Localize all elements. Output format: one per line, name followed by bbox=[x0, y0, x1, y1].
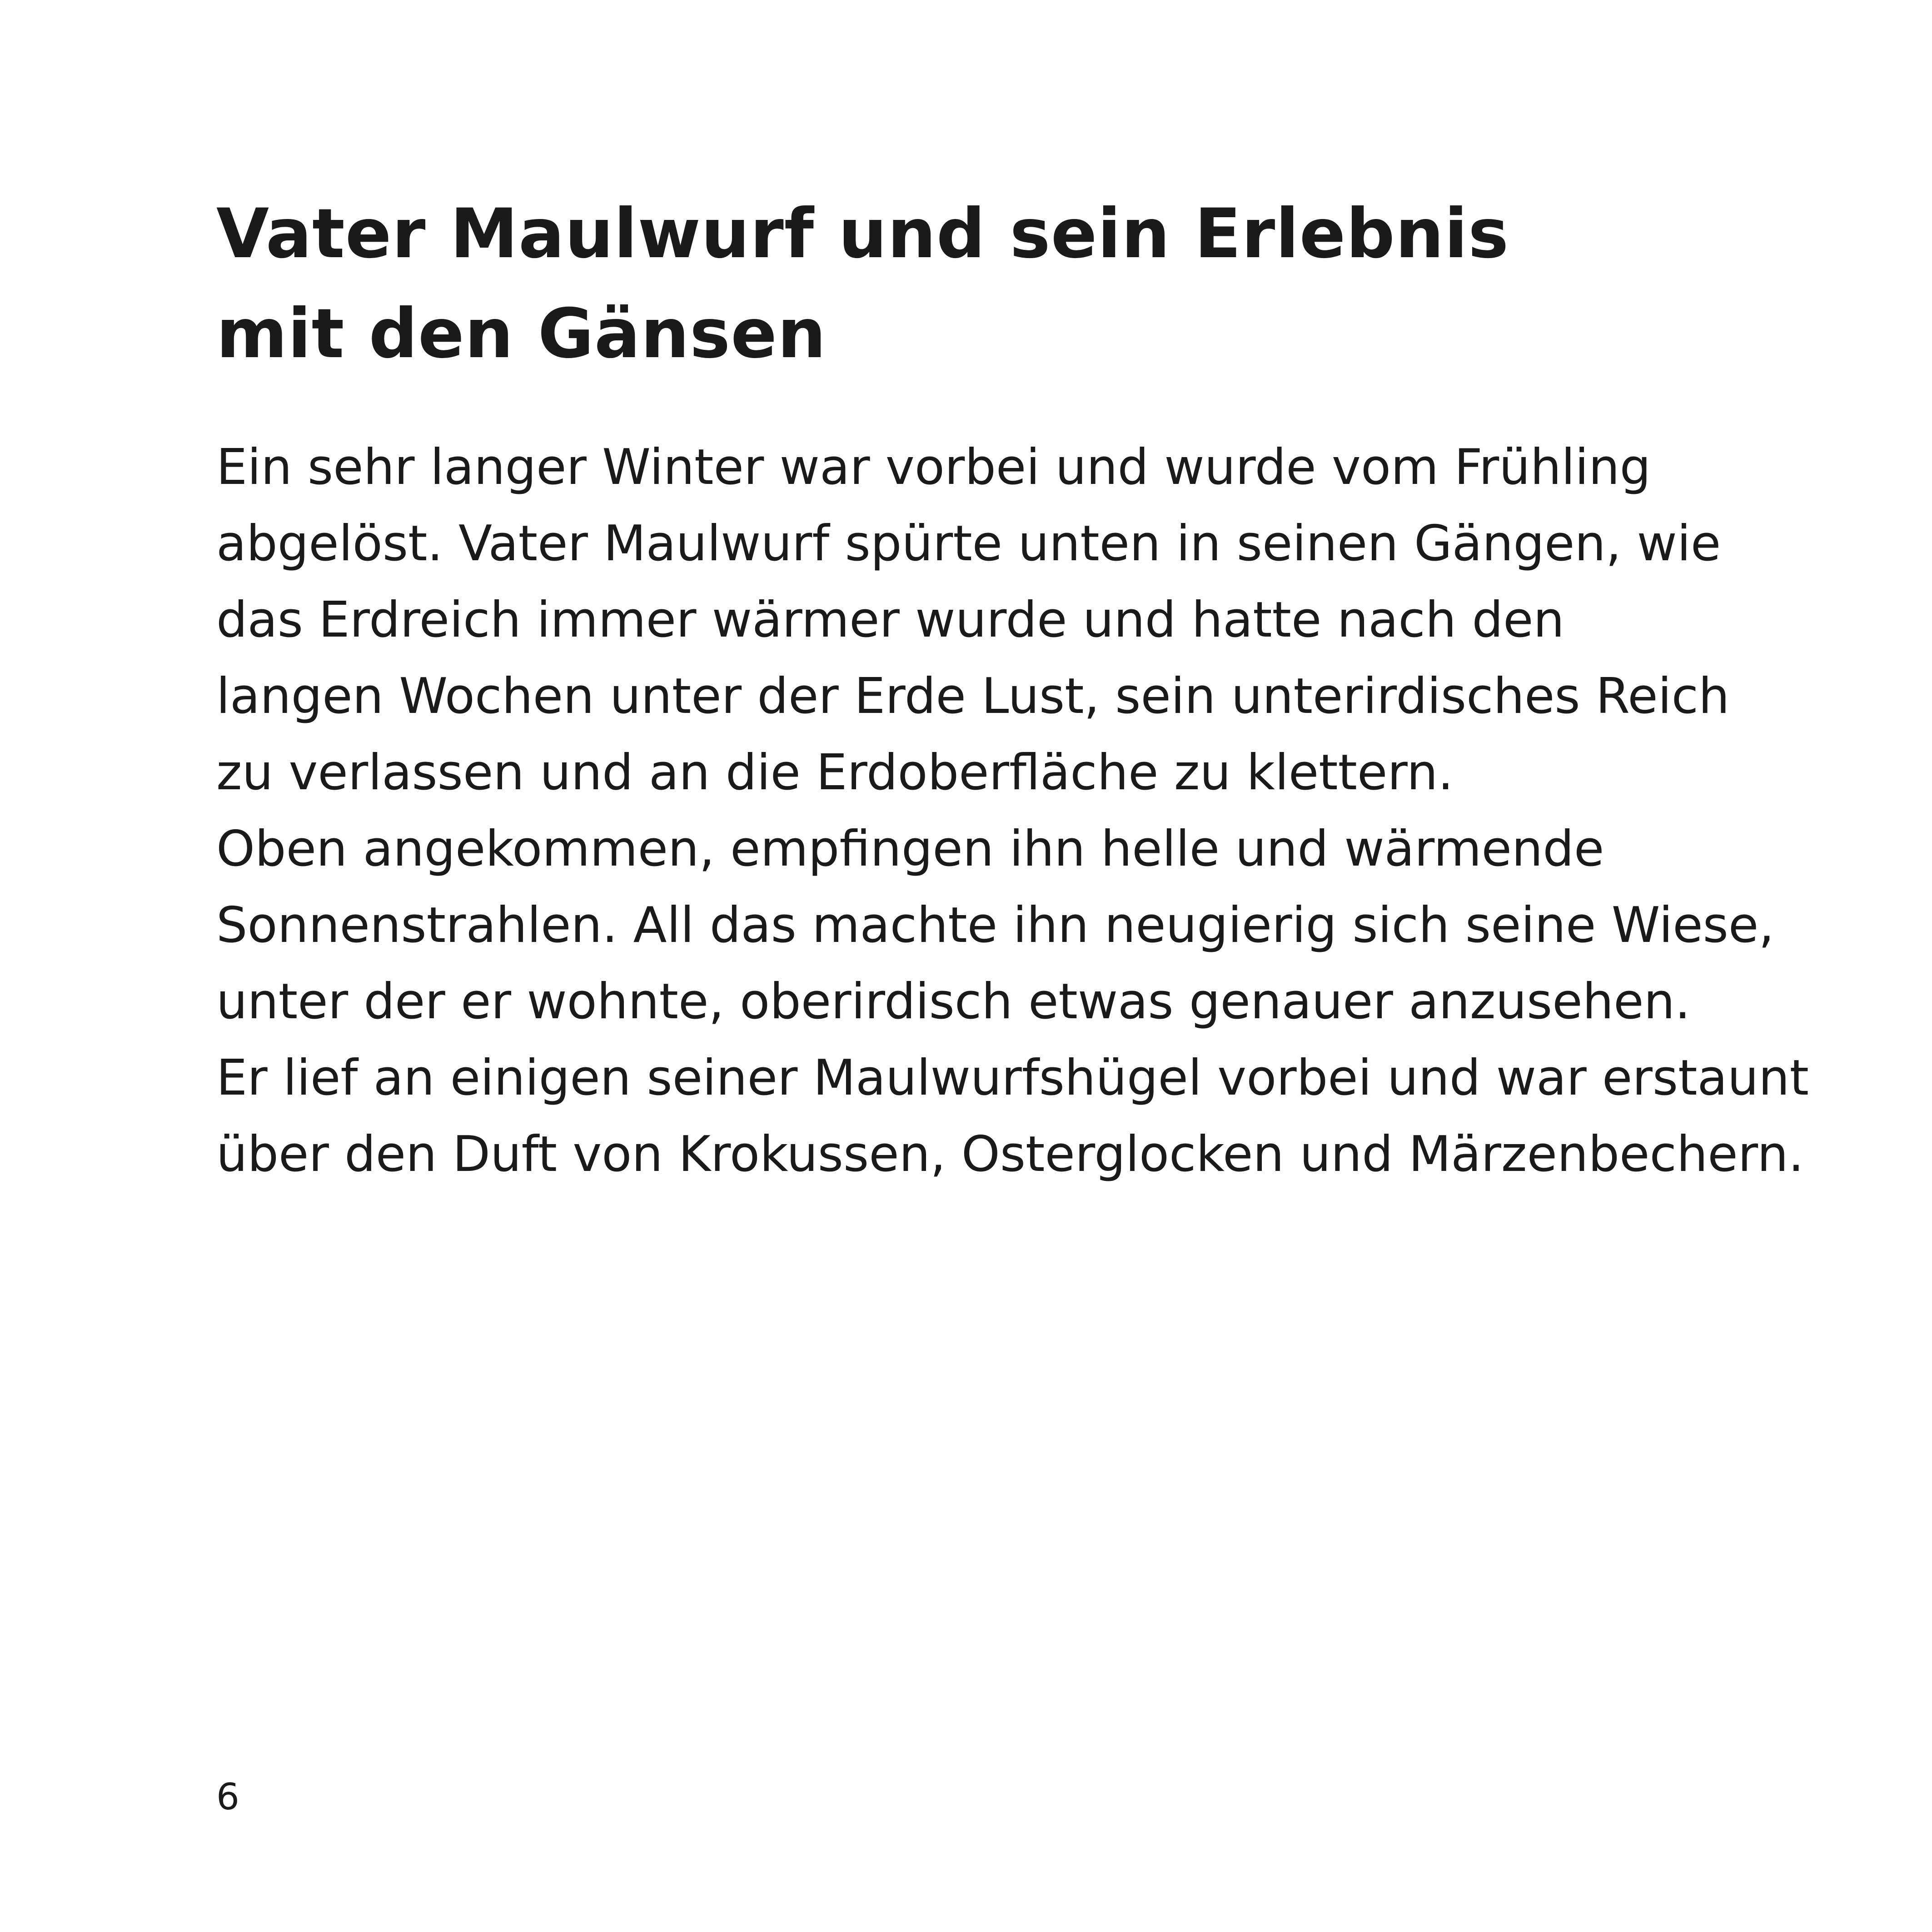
text-line: langen Wochen unter der Erde Lust, sein unterirdisches Reich bbox=[216, 668, 1730, 725]
story-title bbox=[216, 184, 1761, 384]
text-line: unter der er wohnte, oberirdisch etwas genauer anzusehen. bbox=[216, 973, 1691, 1030]
text-line: zu verlassen und an die Erdoberfläche zu klettern. bbox=[216, 744, 1454, 801]
title-line: mit den Gänsen bbox=[216, 294, 827, 373]
title-line: Vater Maulwurf und sein Erlebnis bbox=[216, 194, 1509, 274]
text-line: Ein sehr langer Winter war vorbei und wurde vom Frühling bbox=[216, 439, 1651, 496]
text-line: abgelöst. Vater Maulwurf spürte unten in seinen Gängen, wie bbox=[216, 515, 1721, 572]
text-line: Sonnenstrahlen. All das machte ihn neugierig sich seine Wiese, bbox=[216, 897, 1774, 954]
story-text bbox=[216, 429, 1807, 1193]
text-line: das Erdreich immer wärmer wurde und hatte nach den bbox=[216, 592, 1564, 648]
text-line: Oben angekommen, empfingen ihn helle und wärmende bbox=[216, 821, 1604, 877]
page-number: 6 bbox=[216, 1776, 239, 1818]
text-line: Er lief an einigen seiner Maulwurfshügel vorbei und war erstaunt bbox=[216, 1050, 1809, 1106]
text-line: über den Duft von Krokussen, Osterglocken und Märzenbechern. bbox=[216, 1126, 1804, 1183]
